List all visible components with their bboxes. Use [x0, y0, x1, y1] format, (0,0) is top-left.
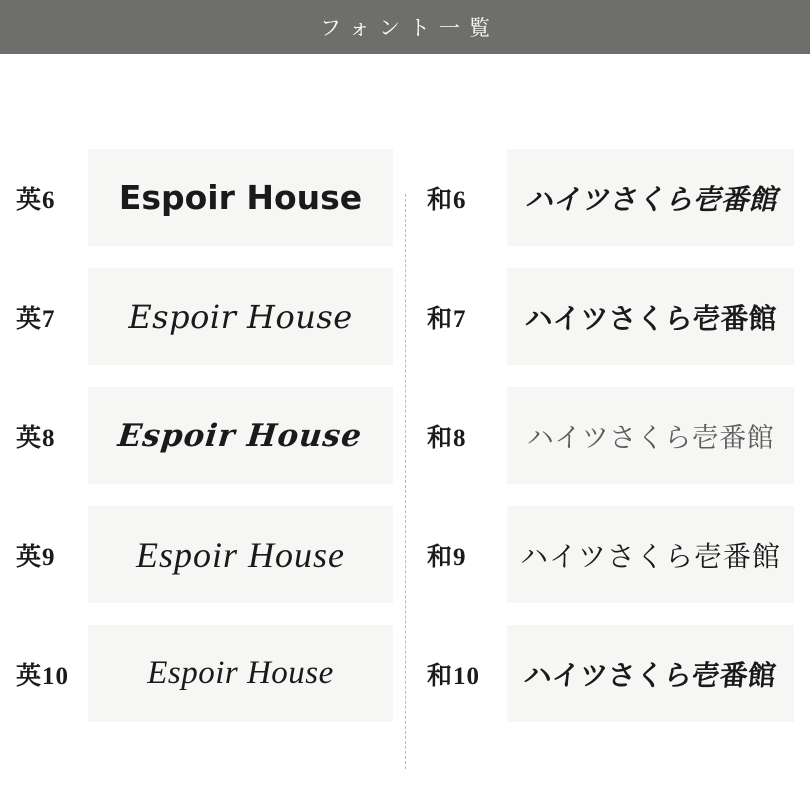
font-row-label: 英6: [16, 186, 56, 214]
english-font-column: [0, 139, 405, 810]
font-row-label: 英10: [16, 662, 70, 690]
font-sample-text: Espoir House: [118, 178, 363, 217]
font-sample-ja7: [507, 268, 794, 365]
font-sample-text: Espoir House: [147, 655, 334, 691]
font-row-label: 和7: [427, 305, 467, 333]
page-title: フォント一覧: [320, 16, 499, 40]
font-sample-en7: [88, 268, 393, 365]
font-sample-en6: [88, 149, 393, 246]
page-header: [0, 0, 810, 54]
font-sample-text: ハイツさくら壱番館: [524, 301, 777, 335]
font-sample-text: Espoir House: [136, 534, 345, 575]
font-row: [16, 387, 393, 484]
font-row-label: 和8: [427, 424, 467, 452]
font-row-label: 和6: [427, 186, 467, 214]
font-row: [427, 506, 794, 603]
font-sample-text: Espoir House: [116, 417, 365, 454]
font-row-label: 英9: [16, 543, 56, 571]
font-row: [16, 506, 393, 603]
font-sample-text: ハイツさくら壱番館: [524, 182, 777, 216]
font-sample-text: Espoir House: [128, 297, 353, 336]
font-row: [427, 625, 794, 722]
japanese-font-column: [405, 139, 810, 810]
font-sample-text: ハイツさくら壱番館: [526, 423, 775, 454]
font-sample-en10: [88, 625, 393, 722]
font-sample-en8: [88, 387, 393, 484]
font-row-label: 和10: [427, 662, 481, 690]
font-row: [427, 149, 794, 246]
font-sample-ja10: [507, 625, 794, 722]
font-row: [16, 625, 393, 722]
font-row: [427, 387, 794, 484]
font-row-label: 英7: [16, 305, 56, 333]
font-sample-text: ハイツさくら壱番館: [519, 539, 781, 573]
font-samples-content: [0, 54, 810, 810]
font-sample-ja9: [507, 506, 794, 603]
font-row: [16, 149, 393, 246]
font-sample-text: ハイツさくら壱番館: [522, 658, 778, 692]
font-row-label: 和9: [427, 543, 467, 571]
column-divider: [405, 194, 406, 769]
font-row: [427, 268, 794, 365]
font-row-label: 英8: [16, 424, 56, 452]
font-sample-ja6: [507, 149, 794, 246]
font-sample-en9: [88, 506, 393, 603]
font-sample-ja8: [507, 387, 794, 484]
font-row: [16, 268, 393, 365]
